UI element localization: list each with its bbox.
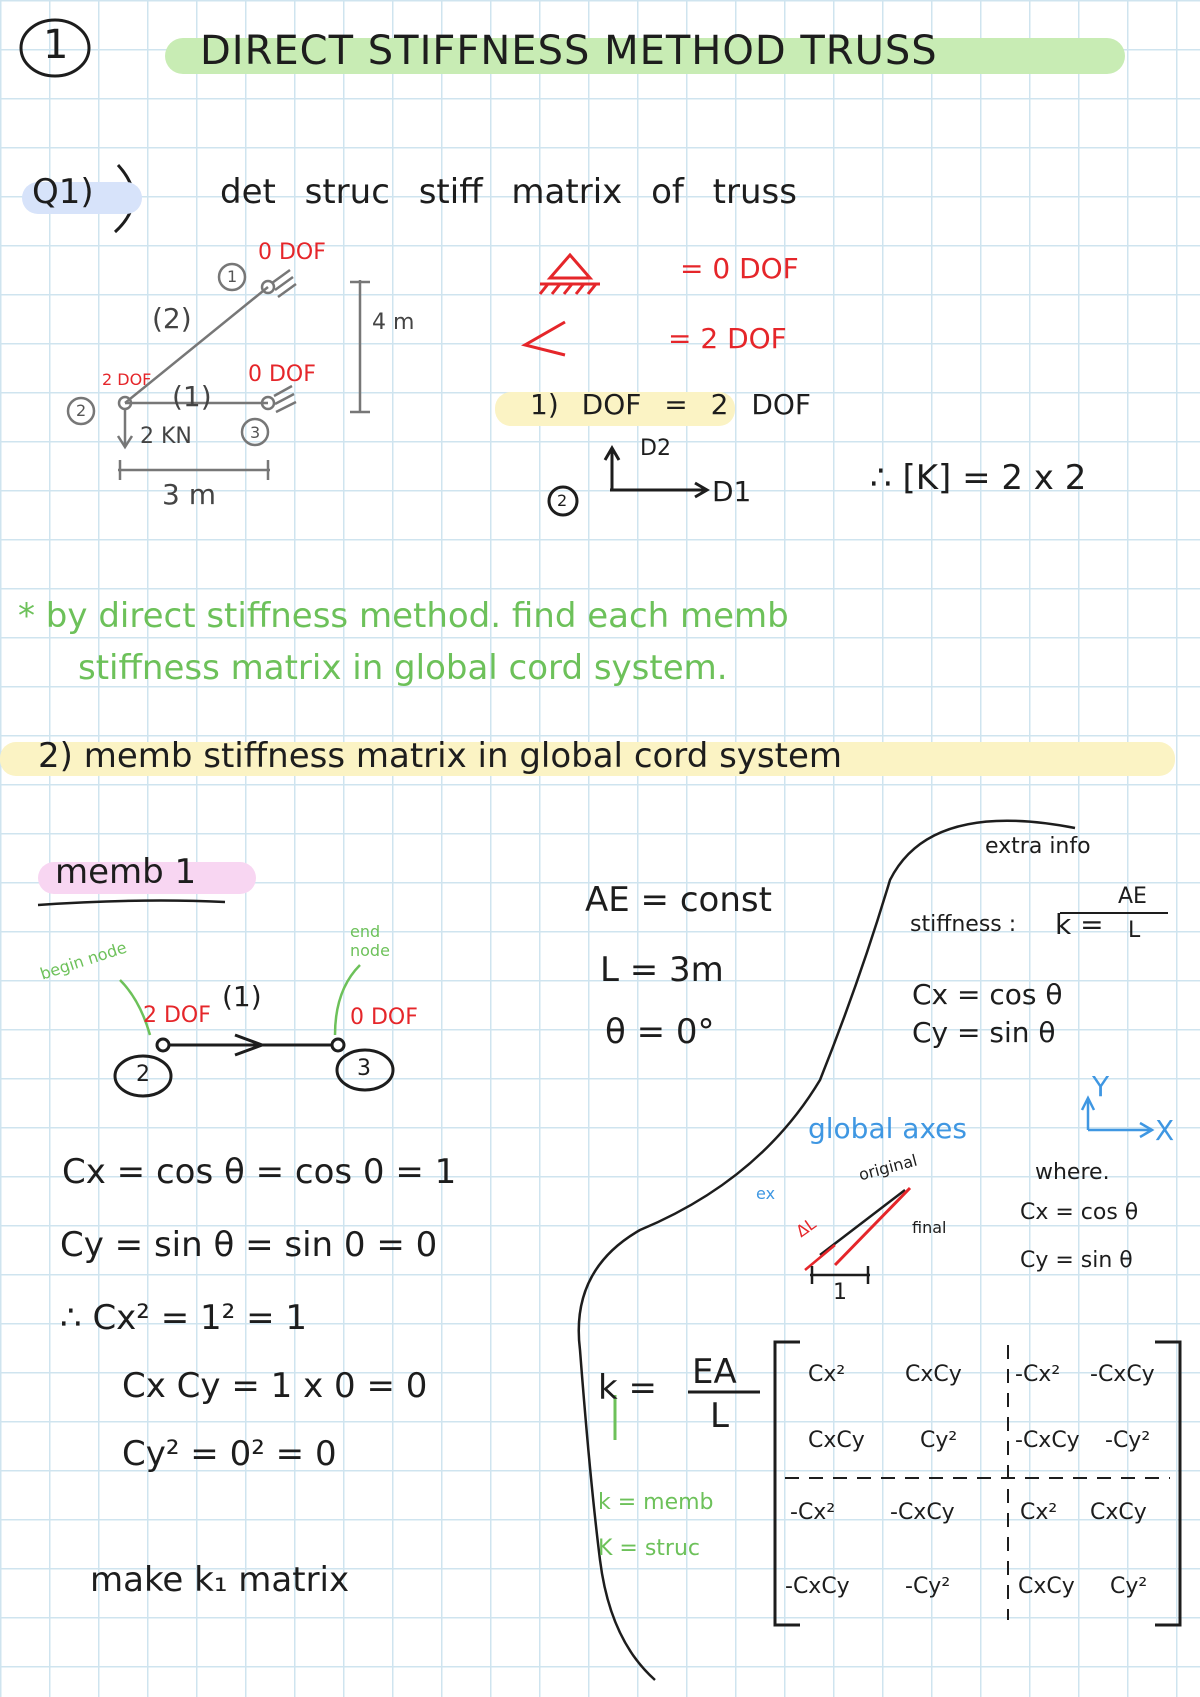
extra-cx: Cx = cos θ: [912, 978, 1063, 1011]
matrix-cell: Cx²: [808, 1362, 846, 1387]
matrix-cell: -CxCy: [1015, 1428, 1080, 1453]
matrix-cell: Cy²: [920, 1428, 958, 1453]
begin-dof: 2 DOF: [143, 1003, 211, 1028]
member1-label: (1): [222, 980, 262, 1013]
matrix-cell: -Cy²: [1105, 1428, 1151, 1453]
global-axis-y: Y: [1092, 1070, 1110, 1103]
where-label: where.: [1035, 1160, 1110, 1185]
original-label: original: [856, 1150, 920, 1185]
note-line2: stiffness matrix in global cord system.: [78, 648, 728, 688]
matrix-cell: -CxCy: [785, 1574, 850, 1599]
where-cy: Cy = sin θ: [1020, 1248, 1133, 1273]
ex-label: ex: [756, 1184, 776, 1203]
ae-const: AE = const: [585, 880, 772, 920]
memb1-heading: memb 1: [55, 852, 197, 892]
truss-load-label: 2 KN: [140, 424, 192, 449]
make-k1-text: make k₁ matrix: [90, 1560, 350, 1600]
member1-diagram: [115, 1035, 393, 1096]
cx2-calc: ∴ Cx² = 1² = 1: [60, 1298, 308, 1338]
end-dof: 0 DOF: [350, 1005, 418, 1030]
page-number: 1: [43, 22, 70, 68]
truss-node2-dof: 2 DOF: [102, 370, 152, 389]
k-formula-ea: EA: [692, 1352, 737, 1392]
stiffness-label: stiffness :: [910, 912, 1017, 937]
truss-node3-dof: 0 DOF: [248, 362, 316, 387]
global-axes-label: global axes: [808, 1112, 967, 1145]
matrix-cell: CxCy: [808, 1428, 865, 1453]
cx-calc: Cx = cos θ = cos 0 = 1: [62, 1152, 457, 1192]
length-value: L = 3m: [600, 950, 724, 990]
where-cx: Cx = cos θ: [1020, 1200, 1139, 1225]
truss-node2-label: 2: [76, 401, 87, 420]
page-title: DIRECT STIFFNESS METHOD TRUSS: [200, 28, 938, 74]
extra-info-heading: extra info: [985, 834, 1091, 859]
cxcy-calc: Cx Cy = 1 x 0 = 0: [122, 1366, 428, 1406]
question-label: Q1): [32, 172, 94, 212]
matrix-cell: -Cy²: [905, 1574, 951, 1599]
k-size: ∴ [K] = 2 x 2: [870, 458, 1087, 498]
end-node-label: end node: [350, 922, 390, 960]
truss-height-label: 4 m: [372, 310, 415, 335]
delta-l-label: ΔL: [792, 1214, 820, 1241]
note-line1: * by direct stiffness method. find each memb: [18, 596, 789, 636]
unit-length-label: 1: [833, 1280, 847, 1305]
d2-label: D2: [640, 436, 671, 461]
d1-label: D1: [712, 475, 752, 508]
truss-member1-label: (1): [172, 380, 212, 413]
truss-width-label: 3 m: [162, 478, 216, 511]
begin-node-number: 2: [136, 1062, 150, 1087]
theta-value: θ = 0°: [605, 1012, 715, 1052]
question-text: det struc stiff matrix of truss: [220, 172, 797, 212]
k-struc-note: K = struc: [598, 1536, 701, 1561]
end-node-number: 3: [357, 1056, 371, 1081]
free-node-icon: [525, 322, 565, 355]
global-axes-icon: [1082, 1098, 1152, 1137]
stiffness-l: L: [1128, 918, 1141, 943]
cy-calc: Cy = sin θ = sin 0 = 0: [60, 1225, 438, 1265]
matrix-cell: -CxCy: [1090, 1362, 1155, 1387]
step2-text: 2) memb stiffness matrix in global cord system: [38, 736, 842, 776]
final-label: final: [912, 1218, 947, 1237]
truss-member2-label: (2): [152, 302, 192, 335]
global-axis-x: X: [1155, 1114, 1175, 1147]
extra-cy: Cy = sin θ: [912, 1016, 1056, 1049]
matrix-cell: CxCy: [1090, 1500, 1147, 1525]
d-node-label: 2: [557, 491, 568, 510]
matrix-cell: CxCy: [905, 1362, 962, 1387]
k-memb-note: k = memb: [598, 1490, 714, 1515]
free-node-eq: = 2 DOF: [668, 322, 787, 355]
truss-node3-label: 3: [250, 423, 261, 442]
stiffness-k-eq: k =: [1055, 908, 1104, 941]
k-formula-eq: k =: [598, 1368, 657, 1408]
cy2-calc: Cy² = 0² = 0: [122, 1434, 337, 1474]
matrix-cell: Cx²: [1020, 1500, 1058, 1525]
matrix-cell: -Cx²: [790, 1500, 836, 1525]
matrix-cell: -CxCy: [890, 1500, 955, 1525]
k-formula-l: L: [710, 1396, 729, 1436]
begin-node-label: begin node: [37, 937, 129, 984]
matrix-cell: CxCy: [1018, 1574, 1075, 1599]
truss-node1-label: 1: [227, 267, 238, 286]
pin-support-icon: [540, 255, 600, 294]
matrix-cell: -Cx²: [1015, 1362, 1061, 1387]
truss-node1-dof: 0 DOF: [258, 240, 326, 265]
step1-text: 1) DOF = 2 DOF: [530, 388, 812, 421]
stiffness-ae: AE: [1118, 884, 1147, 909]
pin-support-eq: = 0 DOF: [680, 252, 799, 285]
matrix-cell: Cy²: [1110, 1574, 1148, 1599]
